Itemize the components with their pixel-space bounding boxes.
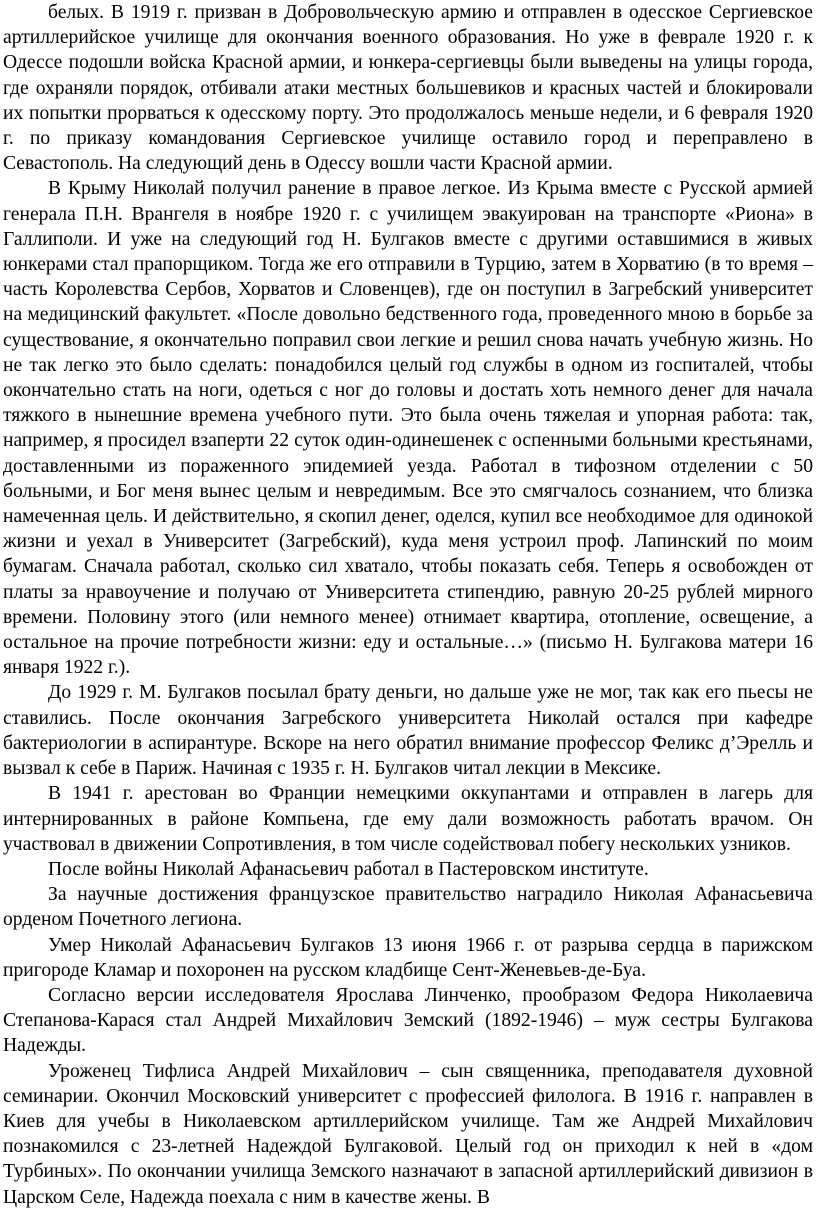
paragraph-6: За научные достижения французское правительство наградило Николая Афанасьевича орденом Почетного легиона. [3, 884, 813, 931]
paragraph-3: До 1929 г. М. Булгаков посылал брату деньги, но дальше уже не мог, так как его пьесы не ставились. После окончания Загребского университета Николай остался при кафедре бактериологии в аспирантуре. Вскоре на него обратил внимание профессор Феликс д’Эрелль и вызвал к себе в Париж. Начиная с 1935 г. Н. Булгаков читал лекции в Мексике. [3, 682, 813, 780]
paragraph-9: Уроженец Тифлиса Андрей Михайлович – сын священника, преподавателя духовной семинарии. Окончил Московский университет с профессией филолога. В 1916 г. направлен в Киев для учебы в Николаевском артиллерийском училище. Там же Андрей Михайлович познакомился с 23-летней Надеждой Булгаковой. Целый год он приходил к ней в «дом Турбиных». По окончании училища Земского назначают в запасной артиллерийский дивизион в Царском Селе, Надежда поехала с ним в качестве жены. В [3, 1060, 813, 1208]
paragraph-7: Умер Николай Афанасьевич Булгаков 13 июня 1966 г. от разрыва сердца в парижском пригороде Кламар и похоронен на русском кладбище Сент-Женевьев-де-Буа. [3, 934, 813, 981]
paragraph-2: В Крыму Николай получил ранение в правое легкое. Из Крыма вместе с Русской армией генерала П.Н. Врангеля в ноябре 1920 г. с училищем эвакуирован на транспорте «Риона» в Галлиполи. И уже на следующий год Н. Булгаков вместе с другими оставшимися в живых юнкерами стал прапорщиком. Тогда же его отправили в Турцию, затем в Хорватию (в то время – часть Королевства Сербов, Хорватов и Словенцев), где он поступил в Загребский университет на медицинский факультет. «После довольно бедственного года, проведенного мною в борьбе за существование, я окончательно поправил свои легкие и решил снова начать учебную жизнь. Но не так легко это было сделать: понадобился целый год службы в одном из госпиталей, чтобы окончательно стать на ноги, одеться с ног до головы и достать хоть немного денег для начала тяжкого в нынешние времена учебного пути. Это была очень тяжелая и упорная работа: так, например, я просидел взаперти 22 суток один-одинешенек с оспенными больными крестьянами, доставленными из пораженного эпидемией уезда. Работал в тифозном отделении с 50 больными, и Бог меня вынес целым и невредимым. Все это смягчалось сознанием, что близка намеченная цель. И действительно, я скопил денег, оделся, купил все необходимое для одинокой жизни и уехал в Университет (Загребский), куда меня устроил проф. Лапинский по моим бумагам. Сначала работал, сколько сил хватало, чтобы показать себя. Теперь я освобожден от платы за нравоучение и получаю от Университета стипендию, равную 20-25 рублей мирного времени. Половину этого (или немного менее) отнимает квартира, отопление, освещение, а остальное на прочие потребности жизни: еду и остальные…» (письмо Н. Булгакова матери 16 января 1922 г.). [3, 178, 813, 679]
paragraph-1: белых. В 1919 г. призван в Добровольческую армию и отправлен в одесское Сергиевское артиллерийское училище для окончания военного образования. Но уже в феврале 1920 г. к Одессе подошли войска Красной армии, и юнкера-сергиевцы были выведены на улицы города, где охраняли порядок, отбивали атаки местных большевиков и красных частей и блокировали их попытки прорваться к одесскому порту. Это продолжалось меньше недели, и 6 февраля 1920 г. по приказу командования Сергиевское училище оставило город и переправлено в Севастополь. На следующий день в Одессу вошли части Красной армии. [3, 2, 813, 175]
paragraph-8: Согласно версии исследователя Ярослава Линченко, прообразом Федора Николаевича Степанова-Карася стал Андрей Михайлович Земский (1892-1946) – муж сестры Булгакова Надежды. [3, 984, 813, 1057]
paragraph-5: После войны Николай Афанасьевич работал в Пастеровском институте. [48, 858, 649, 880]
paragraph-4: В 1941 г. арестован во Франции немецкими оккупантами и отправлен в лагерь для интернированных в районе Компьена, где ему дали возможность работать врачом. Он участвовал в движении Сопротивления, в том числе содействовал побегу нескольких узников. [3, 783, 813, 855]
